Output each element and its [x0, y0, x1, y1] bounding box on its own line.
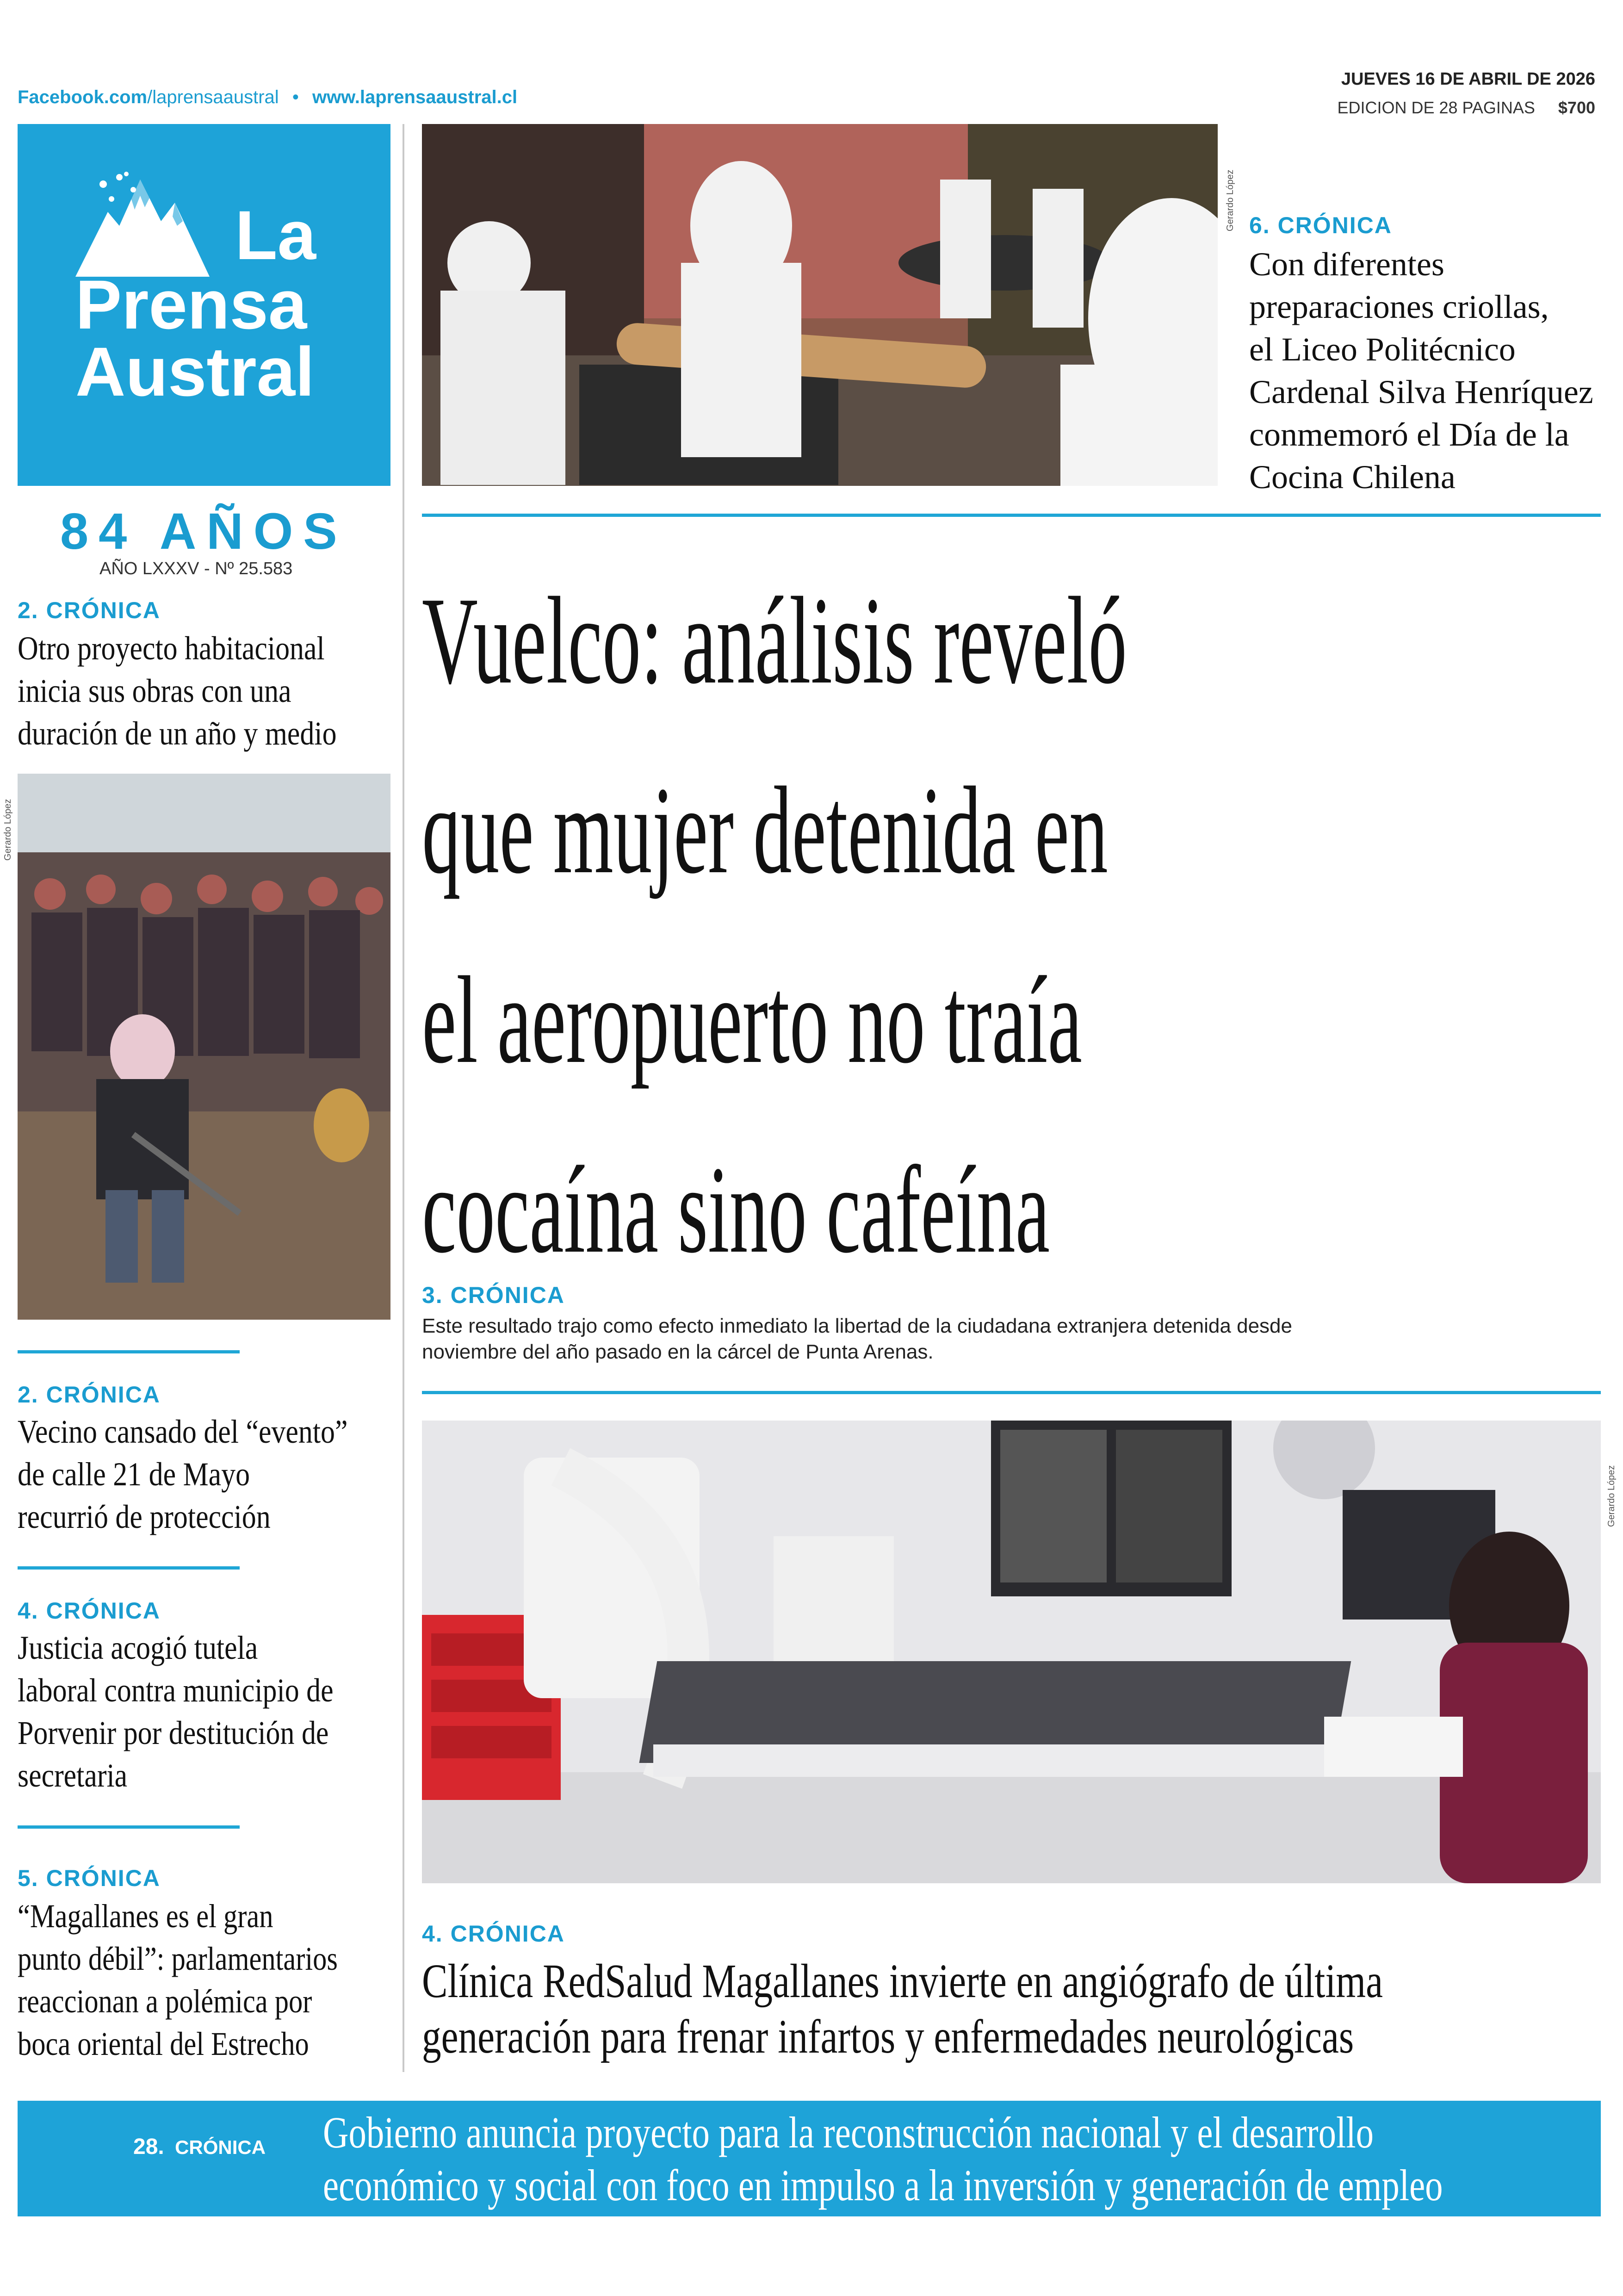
sidebar-line: “Magallanes es el gran — [18, 1898, 273, 1935]
sidebar-line: boca oriental del Estrecho — [18, 2025, 309, 2062]
main-headline-line: Vuelco: análisis reveló — [422, 571, 1127, 710]
separator-dot: • — [292, 87, 299, 107]
sidebar-rule-2 — [18, 1566, 240, 1570]
social-links — [18, 87, 517, 108]
crowd-scene — [18, 774, 390, 1320]
clinic-headline[interactable] — [422, 1954, 1601, 2065]
footer-section-label: CRÓNICA — [175, 2136, 266, 2158]
masthead-name-la: La — [235, 196, 316, 274]
groundbreaking-photo — [18, 774, 390, 1320]
sidebar-story2-section: 2. CRÓNICA — [18, 1382, 161, 1408]
sidebar-line: Otro proyecto habitacional — [18, 630, 325, 667]
edition-info — [1337, 98, 1595, 118]
sidebar-story3-section: 4. CRÓNICA — [18, 1598, 161, 1624]
sidebar-line: inicia sus obras con una — [18, 672, 291, 709]
masthead-name-austral: Austral — [75, 333, 315, 410]
footer-section — [133, 2134, 266, 2159]
cooking-photo-credit: Gerardo López — [1225, 169, 1235, 231]
sidebar-line: Porvenir por destitución de — [18, 1714, 329, 1751]
edition-pages: EDICION DE 28 PAGINAS — [1337, 98, 1535, 117]
clinic-scene — [422, 1421, 1601, 1883]
website-link[interactable]: www.laprensaaustral.cl — [312, 87, 518, 107]
groundbreaking-photo-credit: Gerardo López — [3, 799, 13, 861]
facebook-link[interactable] — [18, 87, 279, 107]
top-story-headline[interactable] — [1249, 243, 1601, 498]
sidebar-story1-headline[interactable] — [18, 627, 390, 755]
cooking-scene — [422, 124, 1218, 486]
issue-number: AÑO LXXXV - Nº 25.583 — [99, 559, 293, 578]
top-story-line: conmemoró el Día de la — [1249, 416, 1569, 453]
clinic-headline-line: generación para frenar infartos y enfermedades neurológicas — [422, 2010, 1354, 2063]
facebook-domain: Facebook.com — [18, 87, 148, 107]
footer-headline — [323, 2106, 1591, 2212]
top-story-section: 6. CRÓNICA — [1249, 212, 1392, 238]
main-headline-line: que mujer detenida en — [422, 761, 1108, 900]
anniversary-label: 84 AÑOS — [60, 503, 347, 560]
main-story-summary — [422, 1313, 1292, 1365]
clinic-story-section: 4. CRÓNICA — [422, 1921, 565, 1947]
top-story-line: Cocina Chilena — [1249, 459, 1456, 496]
angiograph-photo-credit: Gerardo López — [1606, 1465, 1617, 1527]
footer-headline-line: Gobierno anuncia proyecto para la reconstrucción nacional y el desarrollo — [323, 2108, 1374, 2157]
column-divider — [403, 124, 404, 2072]
sidebar-story2-headline[interactable] — [18, 1410, 390, 1538]
top-story-line: el Liceo Politécnico — [1249, 331, 1516, 368]
angiograph-photo — [422, 1421, 1601, 1883]
issue-date: JUEVES 16 DE ABRIL DE 2026 — [1341, 69, 1595, 89]
masthead-logo — [18, 124, 390, 486]
footer-headline-line: económico y social con foco en impulso a la inversión y generación de empleo — [323, 2160, 1443, 2210]
main-headline-line: cocaína sino cafeína — [422, 1141, 1050, 1279]
footer-section-number: 28. — [133, 2135, 164, 2159]
mid-rule — [422, 1391, 1601, 1394]
sidebar-line: laboral contra municipio de — [18, 1672, 334, 1709]
main-headline-line: el aeropuerto no traía — [422, 951, 1082, 1089]
sidebar-line: reaccionan a polémica por — [18, 1983, 312, 2020]
sidebar-story3-headline[interactable] — [18, 1626, 390, 1797]
main-story-section: 3. CRÓNICA — [422, 1282, 565, 1308]
sidebar-rule-3 — [18, 1825, 240, 1829]
sidebar-line: Vecino cansado del “evento” — [18, 1413, 348, 1450]
footer-banner[interactable] — [18, 2101, 1601, 2216]
sidebar-line: punto débil”: parlamentarios — [18, 1940, 338, 1977]
main-summary-line: Este resultado trajo como efecto inmediato la libertad de la ciudadana extranjera detenida desde — [422, 1315, 1292, 1337]
top-story-line: preparaciones criollas, — [1249, 288, 1549, 325]
clinic-headline-line: Clínica RedSalud Magallanes invierte en angiógrafo de última — [422, 1955, 1383, 2008]
sidebar-rule-1 — [18, 1350, 240, 1353]
top-story-line: Cardenal Silva Henríquez — [1249, 373, 1593, 410]
mountains-stars-icon — [75, 170, 210, 277]
sidebar-line: duración de un año y medio — [18, 715, 337, 752]
top-story-line: Con diferentes — [1249, 246, 1444, 283]
masthead-name-prensa: Prensa — [75, 266, 307, 343]
sidebar-line: recurrió de protección — [18, 1498, 271, 1535]
sidebar-line: Justicia acogió tutela — [18, 1629, 258, 1666]
main-summary-line: noviembre del año pasado en la cárcel de Punta Arenas. — [422, 1340, 934, 1363]
sidebar-story1-section: 2. CRÓNICA — [18, 597, 161, 623]
facebook-path: /laprensaaustral — [147, 87, 279, 107]
sidebar-line: secretaria — [18, 1757, 128, 1794]
sidebar-line: de calle 21 de Mayo — [18, 1456, 250, 1493]
cooking-photo — [422, 124, 1218, 486]
sidebar-story4-headline[interactable] — [18, 1895, 390, 2065]
top-rule — [422, 514, 1601, 517]
main-headline[interactable] — [422, 546, 1606, 1305]
price: $700 — [1558, 98, 1595, 117]
sidebar-story4-section: 5. CRÓNICA — [18, 1865, 161, 1891]
